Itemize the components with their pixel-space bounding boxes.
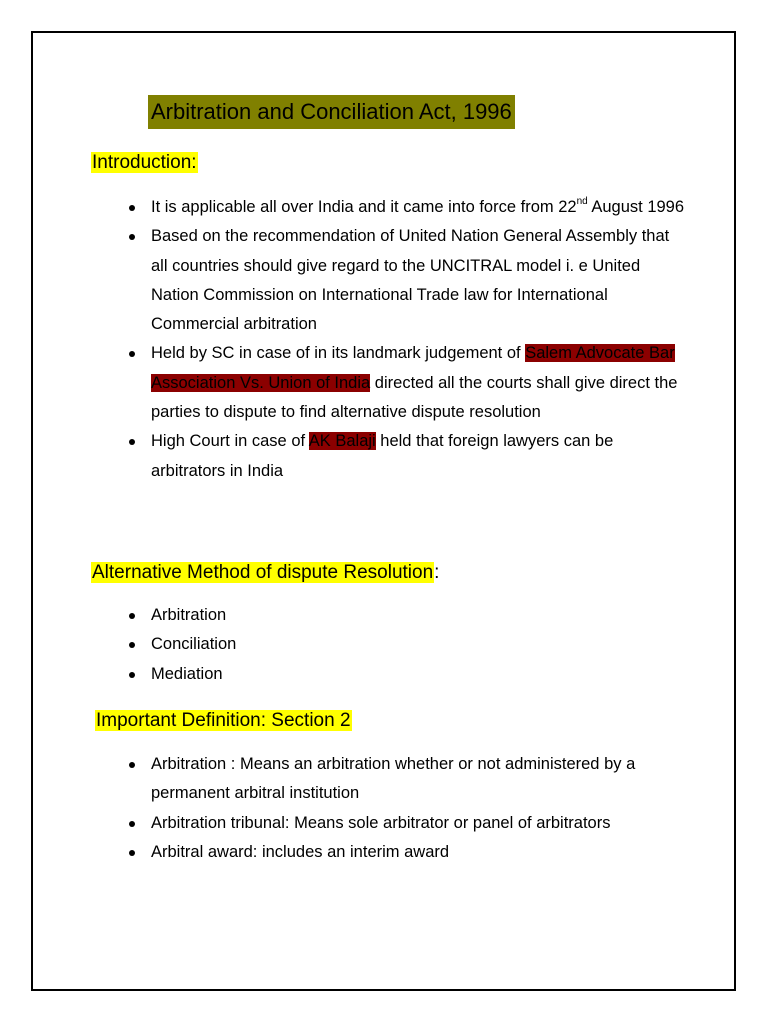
heading-colon: : <box>434 562 440 583</box>
list-item <box>125 222 685 339</box>
introduction-heading <box>91 149 198 176</box>
alternative-methods-heading <box>91 559 439 586</box>
definitions-heading <box>95 707 352 734</box>
list-item-text: Arbitration <box>151 606 227 624</box>
definitions-list <box>125 750 685 867</box>
list-item-text-continued: August 1996 <box>587 198 685 216</box>
list-item-text-continued: held that foreign lawyers can be arbitrators in India <box>151 432 614 480</box>
list-item <box>125 427 685 486</box>
list-item <box>125 630 685 659</box>
case-name-highlight: AK Balaji <box>308 432 376 451</box>
list-item-text: High Court in case of <box>151 432 309 451</box>
list-item <box>125 838 685 867</box>
document-page <box>31 31 736 991</box>
list-item-text: Arbitration tribunal: Means sole arbitrator or panel of arbitrators <box>151 813 611 832</box>
list-item <box>125 660 685 689</box>
introduction-list <box>125 193 685 486</box>
document-title: Arbitration and Conciliation Act, 1996 <box>148 95 515 129</box>
list-item <box>125 601 685 630</box>
list-item <box>125 339 685 427</box>
list-item-text: Mediation <box>151 664 223 683</box>
list-item-text: Arbitration : Means an arbitration whether or not administered by a permanent arbitral institution <box>151 755 636 803</box>
definitions-heading-text: Important Definition: Section 2 <box>96 710 351 731</box>
list-item-text: Arbitral award: includes an interim award <box>151 842 450 861</box>
list-item-text: Held by SC in case of in its landmark judgement of <box>151 344 526 363</box>
list-item-text: Conciliation <box>151 635 237 654</box>
list-item-text: It is applicable all over India and it came into force from 22 <box>151 198 577 216</box>
alternative-methods-heading-text: Alternative Method of dispute Resolution <box>92 562 434 583</box>
alternative-methods-list <box>125 601 685 689</box>
list-item-text-continued: directed all the courts shall give direct the parties to dispute to find alternative dispute resolution <box>151 373 678 422</box>
ordinal-suffix: nd <box>576 196 588 207</box>
introduction-heading-text: Introduction: <box>92 152 197 173</box>
list-item <box>125 193 685 222</box>
list-item-text: Based on the recommendation of United Nation General Assembly that all countries should give regard to the UNCITRAL model i. e United Nation Commission on International Trade law for International Commercial arbitration <box>151 227 670 334</box>
list-item <box>125 809 685 838</box>
case-name-highlight: Salem Advocate Bar Association Vs. Union of India <box>151 344 675 392</box>
list-item <box>125 750 685 809</box>
